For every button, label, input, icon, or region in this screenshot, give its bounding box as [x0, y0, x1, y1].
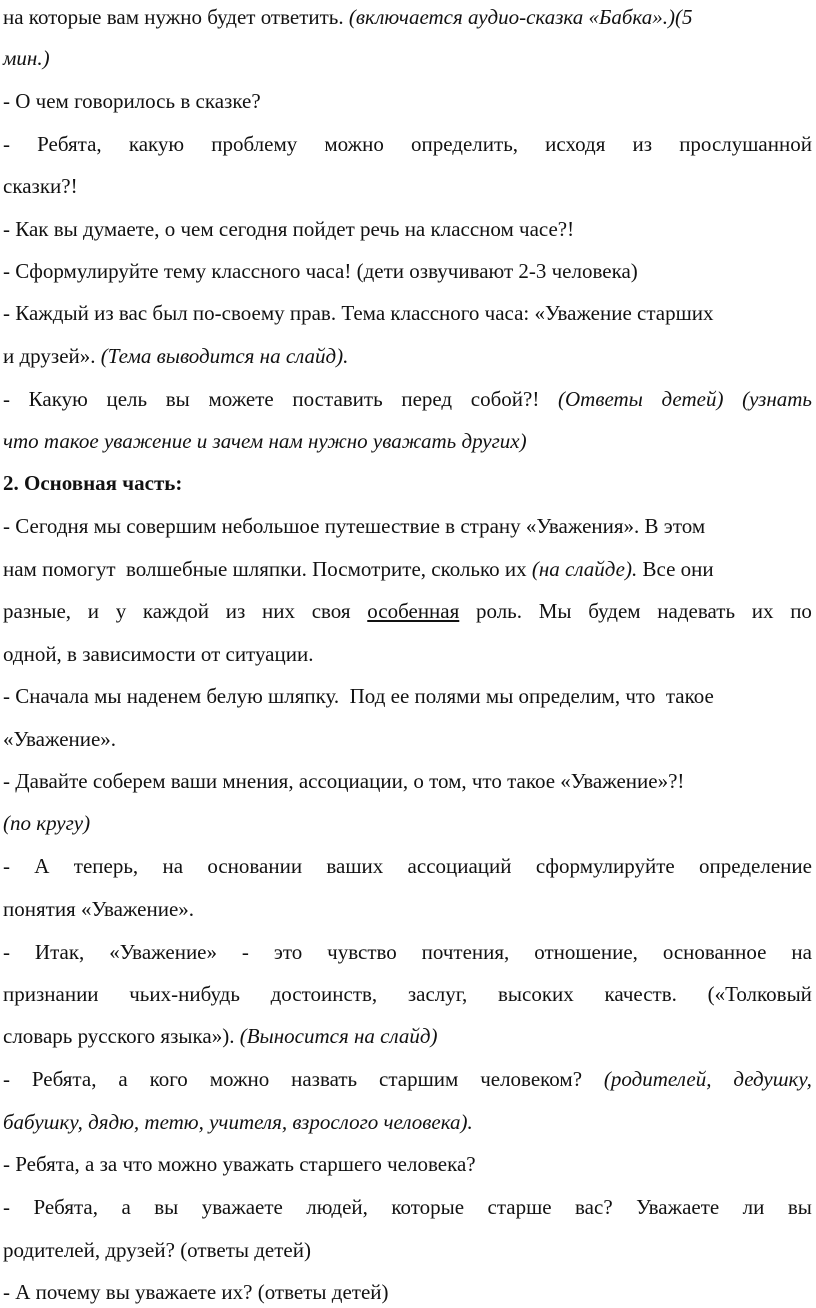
word: Мы — [538, 599, 572, 623]
word: надевать — [657, 599, 736, 623]
text-run: - Сформулируйте тему классного часа! (дети озвучивают 2-3 человека) — [3, 259, 638, 283]
word: теперь, — [73, 854, 139, 878]
word: (узнать — [742, 387, 812, 411]
text-run: - Сегодня мы совершим небольшое путешествие в страну «Уважения». В этом — [3, 514, 706, 538]
word: кого — [149, 1067, 188, 1091]
italic-text: (включается аудио-сказка «Бабка».)(5 — [348, 5, 693, 29]
word: на — [791, 940, 812, 964]
text-line — [3, 470, 182, 496]
text-run: одной, в зависимости от ситуации. — [3, 642, 314, 666]
word: дедушку, — [733, 1067, 812, 1091]
text-line — [3, 386, 812, 412]
text-line — [3, 428, 527, 454]
text-run: нам помогут волшебные шляпки. Посмотрите, сколько их — [3, 557, 532, 581]
text-line — [3, 939, 812, 965]
word: старше — [487, 1195, 552, 1219]
word: - — [3, 1195, 10, 1219]
text-line — [3, 1109, 473, 1135]
text-line — [3, 45, 50, 71]
text-run: и друзей». — [3, 344, 101, 368]
word: собой?! — [470, 387, 540, 411]
word: вы — [154, 1195, 179, 1219]
text-run: «Уважение». — [3, 727, 117, 751]
word: почтения, — [421, 940, 510, 964]
word: заслуг, — [407, 982, 468, 1006]
word: это — [273, 940, 303, 964]
word: А — [34, 854, 50, 878]
word: («Толковый — [707, 982, 812, 1006]
word: особенная — [367, 599, 460, 623]
text-line — [3, 683, 714, 709]
text-run: понятия «Уважение». — [3, 897, 195, 921]
word: вы — [165, 387, 190, 411]
word: и — [87, 599, 99, 623]
word: определение — [699, 854, 812, 878]
word: достоинств, — [270, 982, 378, 1006]
word: по — [790, 599, 812, 623]
text-run: - Каждый из вас был по-своему прав. Тема классного часа: «Уважение старших — [3, 301, 714, 325]
text-line — [3, 896, 194, 922]
word: чувство — [327, 940, 397, 964]
text-run: - А почему вы уважаете их? (ответы детей) — [3, 1280, 389, 1304]
text-line — [3, 853, 812, 879]
text-line — [3, 1023, 438, 1049]
word: (родителей, — [603, 1067, 712, 1091]
word: человеком? — [480, 1067, 583, 1091]
word: основанное — [662, 940, 767, 964]
word: можно — [209, 1067, 270, 1091]
text-run: Все они — [637, 557, 714, 581]
word: какую — [128, 132, 185, 156]
italic-text: (по кругу) — [3, 811, 91, 835]
word: признании — [3, 982, 99, 1006]
word: будем — [588, 599, 641, 623]
word: (Ответы — [558, 387, 643, 411]
text-run: - Как вы думаете, о чем сегодня пойдет речь на классном часе?! — [3, 217, 575, 241]
text-line — [3, 1194, 812, 1220]
word: сформулируйте — [535, 854, 675, 878]
text-run: сказки?! — [3, 174, 78, 198]
word: высоких — [497, 982, 574, 1006]
word: поставить — [292, 387, 383, 411]
word: у — [115, 599, 127, 623]
text-run: на которые вам нужно будет ответить. — [3, 5, 349, 29]
word: своя — [311, 599, 351, 623]
text-run: родителей, друзей? (ответы детей) — [3, 1238, 311, 1262]
text-line — [3, 981, 812, 1007]
text-line — [3, 1237, 311, 1263]
word: Уважаете — [636, 1195, 720, 1219]
word: них — [262, 599, 295, 623]
word: - — [3, 940, 10, 964]
text-line — [3, 131, 812, 157]
word: из — [632, 132, 653, 156]
word: - — [3, 1067, 10, 1091]
text-line — [3, 258, 638, 284]
word: Итак, — [34, 940, 85, 964]
word: - — [3, 854, 10, 878]
text-line — [3, 513, 705, 539]
italic-text: что такое уважение и зачем нам нужно уважать других) — [3, 429, 527, 453]
text-run: - Давайте соберем ваши мнения, ассоциации, о том, что такое «Уважение»?! — [3, 769, 685, 793]
word: качеств. — [604, 982, 677, 1006]
word: Ребята, — [37, 132, 102, 156]
text-line — [3, 343, 348, 369]
word: можете — [208, 387, 274, 411]
italic-text: бабушку, дядю, тетю, учителя, взрослого человека). — [3, 1110, 473, 1134]
word: вас? — [575, 1195, 613, 1219]
text-line — [3, 556, 714, 582]
word: - — [3, 387, 10, 411]
text-line — [3, 173, 78, 199]
word: - — [241, 940, 249, 964]
word: ваших — [326, 854, 384, 878]
text-line — [3, 1279, 389, 1305]
italic-text: (Тема выводится на слайд). — [100, 344, 349, 368]
bold-heading: 2. Основная часть: — [3, 471, 183, 495]
word: цель — [106, 387, 148, 411]
text-line — [3, 88, 261, 114]
word: Какую — [28, 387, 88, 411]
word: - — [3, 132, 10, 156]
word: разные, — [3, 599, 72, 623]
word: проблему — [211, 132, 298, 156]
word: «Уважение» — [109, 940, 217, 964]
word: вы — [787, 1195, 812, 1219]
text-line — [3, 216, 574, 242]
word: Ребята, — [31, 1067, 97, 1091]
word: их — [751, 599, 774, 623]
text-run: словарь русского языка»). — [3, 1024, 240, 1048]
word: старшим — [379, 1067, 459, 1091]
word: назвать — [291, 1067, 358, 1091]
italic-text: (на слайде). — [531, 557, 638, 581]
word: а — [118, 1067, 128, 1091]
text-line — [3, 810, 90, 836]
text-line — [3, 768, 684, 794]
word: а — [121, 1195, 131, 1219]
word: людей, — [306, 1195, 368, 1219]
text-line — [3, 300, 714, 326]
word: определить, — [411, 132, 519, 156]
word: Ребята, — [33, 1195, 99, 1219]
word: ассоциаций — [407, 854, 512, 878]
text-run: - О чем говорилось в сказке? — [3, 89, 261, 113]
word: чьих-нибудь — [129, 982, 240, 1006]
text-line — [3, 726, 116, 752]
word: на — [162, 854, 184, 878]
word: перед — [401, 387, 453, 411]
word: можно — [324, 132, 384, 156]
italic-text: мин.) — [3, 46, 50, 70]
word: ли — [742, 1195, 765, 1219]
word: которые — [391, 1195, 465, 1219]
italic-text: (Выносится на слайд) — [239, 1024, 438, 1048]
word: основании — [207, 854, 303, 878]
text-run: - Ребята, а за что можно уважать старшего человека? — [3, 1152, 476, 1176]
word: исходя — [545, 132, 606, 156]
word: прослушанной — [679, 132, 812, 156]
text-line — [3, 1151, 476, 1177]
text-run: - Сначала мы наденем белую шляпку. Под ее полями мы определим, что такое — [3, 684, 714, 708]
word: уважаете — [201, 1195, 283, 1219]
word: детей) — [661, 387, 724, 411]
text-line — [3, 641, 313, 667]
word: из — [225, 599, 246, 623]
word: отношение, — [534, 940, 638, 964]
word: каждой — [142, 599, 210, 623]
text-line — [3, 1066, 812, 1092]
word: роль. — [475, 599, 523, 623]
text-line — [3, 598, 812, 624]
text-line — [3, 4, 692, 30]
